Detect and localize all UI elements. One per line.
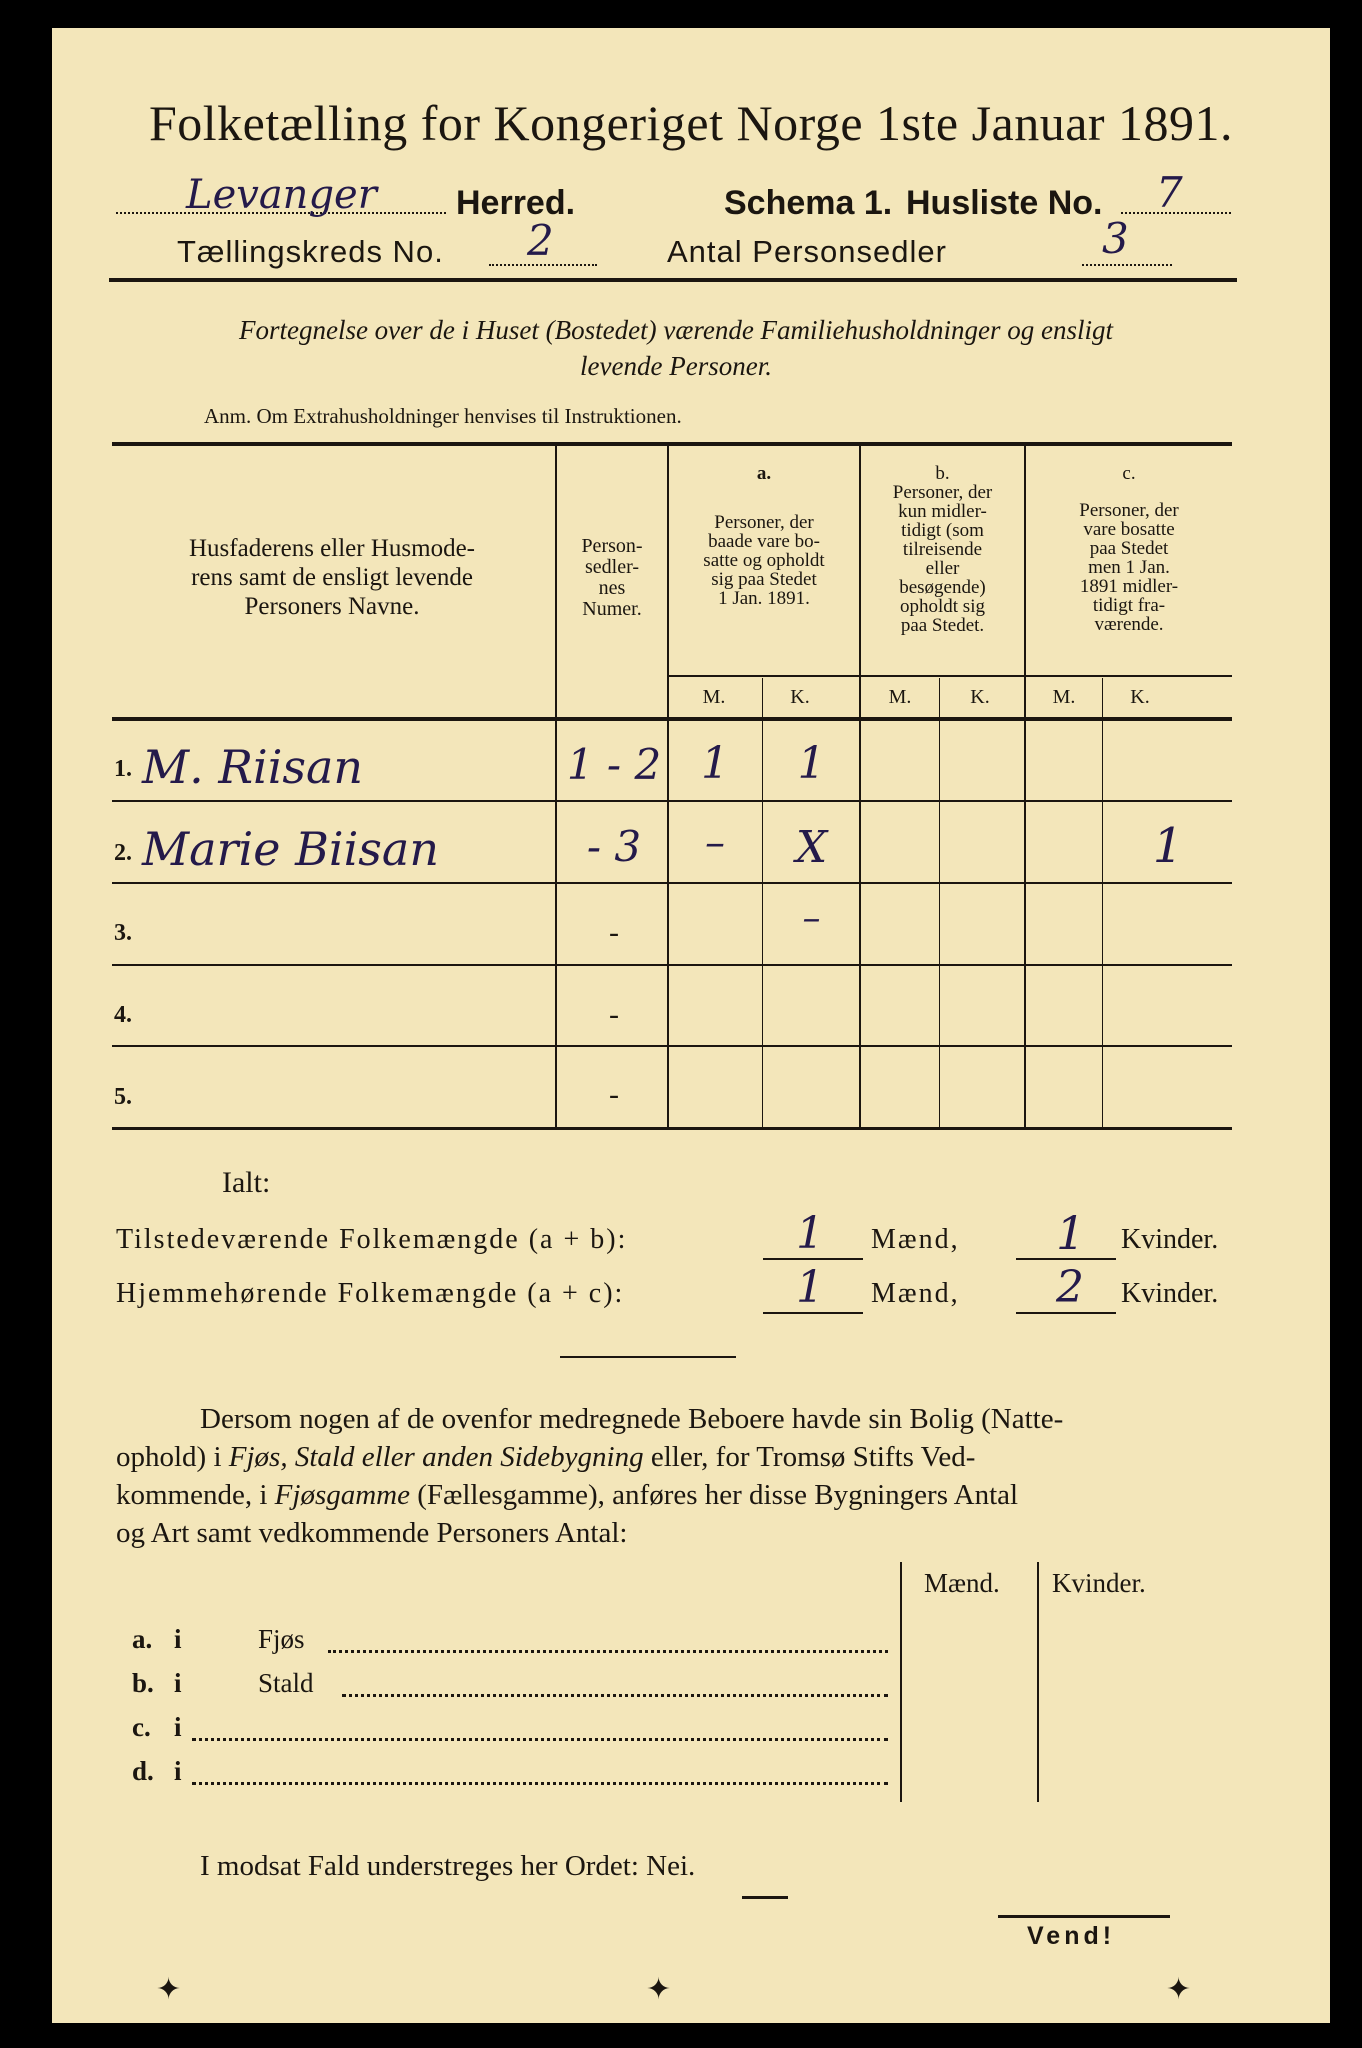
col-c-line: 1891 midler-: [1079, 576, 1179, 597]
col-a-line: Personer, der: [714, 512, 814, 533]
personsedler-leader: [1082, 264, 1172, 266]
intro-note: Anm. Om Extrahusholdninger henvises til Instruktionen.: [204, 404, 682, 428]
census-form: [52, 28, 1330, 2023]
row-rule-3: [112, 964, 1232, 966]
col-c-k-label: K.: [1130, 686, 1150, 708]
row-numer: -: [609, 916, 619, 949]
col-numer-line: Numer.: [582, 598, 642, 620]
buildings-kvinder-header: Kvinder.: [1052, 1568, 1146, 1598]
col-c-line: Personer, der: [1079, 500, 1179, 521]
table-header-bottom-rule: [112, 717, 1232, 721]
col-a-letter: a.: [756, 463, 772, 484]
col-b-line: kun midler-: [898, 501, 987, 522]
row-name: M. Riisan: [142, 740, 364, 794]
row-a-m: –: [705, 820, 725, 866]
vend-rule: [998, 1915, 1170, 1918]
building-prep: i: [174, 1756, 182, 1786]
ialt-label: Ialt:: [222, 1166, 271, 1199]
col-c-line: tidigt fra-: [1092, 595, 1166, 616]
col-b-letter: b.: [935, 463, 950, 484]
col-names-line: Personers Navne.: [244, 593, 420, 620]
section-divider: [560, 1356, 736, 1358]
row-number: 4.: [114, 1002, 132, 1028]
col-a-k-label: K.: [790, 686, 810, 708]
row-number: 3.: [114, 920, 132, 946]
col-b-line: eller: [925, 558, 960, 579]
vend-label: Vend!: [1027, 1922, 1116, 1950]
buildings-paragraph-line-3: [116, 1476, 1236, 1514]
buildings-text: Dersom nogen af de ovenfor medregnede Beboere havde sin Bolig (Natte-: [200, 1403, 1064, 1435]
col-c-line: men 1 Jan.: [1088, 557, 1170, 578]
table-top-rule: [112, 442, 1232, 446]
row-numer: -: [609, 998, 619, 1031]
col-b-k-label: K.: [970, 686, 990, 708]
personsedler-label: Antal Personsedler: [667, 234, 947, 269]
col-b-line: opholdt sig: [900, 596, 985, 617]
punch-mark-icon: ✦: [646, 1973, 672, 2006]
col-names-line: Husfaderens eller Husmode-: [188, 535, 475, 562]
buildings-col-divider-1: [900, 1562, 902, 1802]
col-b-line: paa Stedet.: [900, 615, 985, 636]
header-row-2: [177, 214, 1237, 274]
row-rule-2: [112, 882, 1232, 884]
col-a-header: [669, 464, 859, 608]
totals-line-1-label: Tilstedeværende Folkemængde (a + b):: [116, 1224, 628, 1255]
col-c-line: vare bosatte: [1083, 519, 1175, 540]
building-leader: [342, 1694, 888, 1697]
col-b-line: besøgende): [899, 577, 986, 598]
herred-value: Levanger: [186, 172, 377, 218]
col-b-m-label: M.: [888, 686, 912, 708]
row-a-k: –: [802, 898, 821, 939]
totals-line-1-maend: 1: [796, 1208, 824, 1259]
buildings-text-italic: Fjøs, Stald eller anden Sidebygning: [228, 1441, 644, 1473]
row-number: 5.: [114, 1084, 132, 1110]
col-numer-line: sedler-: [584, 556, 639, 578]
buildings-text: ophold) i: [116, 1441, 229, 1473]
col-c-letter: c.: [1122, 463, 1136, 484]
totals-line-2-kvinder-word: Kvinder.: [1121, 1278, 1219, 1309]
totals-line-2-kvinder: 2: [1056, 1262, 1084, 1313]
building-leader: [192, 1738, 888, 1741]
totals-line-1-kvinder-word: Kvinder.: [1121, 1224, 1219, 1255]
col-names-header: [112, 534, 552, 621]
nei-instruction: I modsat Fald understreges her Ordet: Nei.: [200, 1850, 696, 1882]
row-numer: -: [609, 1078, 619, 1111]
col-c-m-label: M.: [1052, 686, 1076, 708]
buildings-paragraph-line-2: [116, 1438, 1236, 1476]
buildings-paragraph: [116, 1400, 1236, 1438]
buildings-paragraph-line-4: og Art samt vedkommende Personers Antal:: [116, 1517, 628, 1549]
col-b-line: Personer, der: [892, 482, 993, 503]
col-a-line: 1 Jan. 1891.: [718, 588, 810, 609]
col-numer-line: Person-: [581, 535, 643, 557]
col-numer-header: [557, 536, 667, 620]
row-a-k: 1: [797, 738, 826, 789]
row-rule-1: [112, 800, 1232, 802]
col-names-line: [112, 563, 552, 592]
col-a-line: sig paa Stedet: [711, 569, 817, 590]
buildings-text: eller, for Tromsø Stifts Ved-: [643, 1441, 976, 1473]
building-letter: d.: [132, 1756, 154, 1786]
intro-text: [112, 312, 1240, 384]
buildings-text-italic: Fjøsgamme: [274, 1479, 410, 1511]
buildings-col-divider-2: [1037, 1562, 1039, 1802]
form-title: Folketælling for Kongeriget Norge 1ste Januar 1891.: [148, 95, 1234, 151]
building-leader: [328, 1650, 888, 1653]
building-letter: b.: [132, 1668, 154, 1698]
row-number: 1.: [114, 756, 132, 782]
col-a-line: baade vare bo-: [708, 531, 820, 552]
building-prep: i: [174, 1712, 182, 1742]
col-b-line: tilreisende: [902, 539, 983, 560]
building-label: Stald: [258, 1668, 314, 1698]
intro-line-2: levende Personer.: [580, 351, 772, 381]
row-a-m: 1: [701, 738, 729, 789]
intro-line-1: Fortegnelse over de i Huset (Bostedet) værende Familiehusholdninger og ensligt: [238, 315, 1114, 345]
husliste-label: Husliste No.: [906, 184, 1103, 222]
row-a-k: X: [795, 822, 828, 873]
col-c-line: paa Stedet: [1089, 538, 1169, 559]
punch-mark-icon: ✦: [156, 1973, 182, 2006]
row-number: 2.: [114, 840, 132, 866]
tellingskreds-value: 2: [527, 216, 555, 265]
row-rule-4: [112, 1045, 1232, 1047]
row-numer: - 3: [586, 822, 642, 871]
row-numer: 1 - 2: [566, 740, 662, 789]
totals-line-2-maend-word: Mænd,: [871, 1278, 960, 1309]
nei-underline: [742, 1896, 788, 1899]
col-names-line-2: rens samt de ensligt levende: [191, 564, 473, 591]
building-prep: i: [174, 1624, 182, 1654]
building-leader: [192, 1782, 888, 1785]
row-name: Marie Biisan: [142, 822, 439, 876]
header-row-1: [116, 168, 1236, 226]
buildings-maend-header: Mænd.: [924, 1568, 1000, 1598]
col-b-header: [861, 464, 1024, 635]
col-numer-line: nes: [598, 577, 626, 599]
building-label: Fjøs: [258, 1624, 305, 1654]
mk-header-rule: [667, 675, 1232, 677]
totals-line-2: [116, 1262, 1236, 1322]
col-divider-a-mk: [762, 678, 763, 1127]
totals-line-2-label: Hjemmehørende Folkemængde (a + c):: [116, 1278, 625, 1309]
col-divider-b-mk: [939, 678, 940, 1127]
building-letter: a.: [132, 1624, 153, 1654]
totals-line-1-kvinder: 1: [1056, 1206, 1086, 1260]
col-c-header: [1026, 464, 1232, 634]
row-c-k: 1: [1152, 818, 1184, 874]
punch-mark-icon: ✦: [1166, 1973, 1192, 2006]
col-c-line: værende.: [1094, 614, 1164, 635]
personsedler-value: 3: [1102, 214, 1130, 263]
husliste-value: 7: [1156, 168, 1183, 217]
buildings-text: (Fællesgamme), anføres her disse Bygningers Antal: [410, 1479, 1019, 1511]
schema-label: Schema 1.: [724, 184, 893, 222]
totals-line-1-maend-word: Mænd,: [871, 1224, 960, 1255]
col-a-m-label: M.: [702, 686, 726, 708]
building-letter: c.: [132, 1712, 151, 1742]
buildings-text: kommende, i: [116, 1479, 275, 1511]
building-prep: i: [174, 1668, 182, 1698]
table-bottom-rule: [112, 1127, 1232, 1130]
tellingskreds-label: Tællingskreds No.: [177, 234, 444, 269]
herred-label: Herred.: [456, 184, 576, 222]
col-divider-c-mk: [1102, 678, 1103, 1127]
col-b-line: tidigt (som: [901, 520, 984, 541]
header-rule: [109, 278, 1237, 282]
col-a-line: satte og opholdt: [703, 550, 825, 571]
totals-line-2-maend: 1: [796, 1262, 824, 1313]
